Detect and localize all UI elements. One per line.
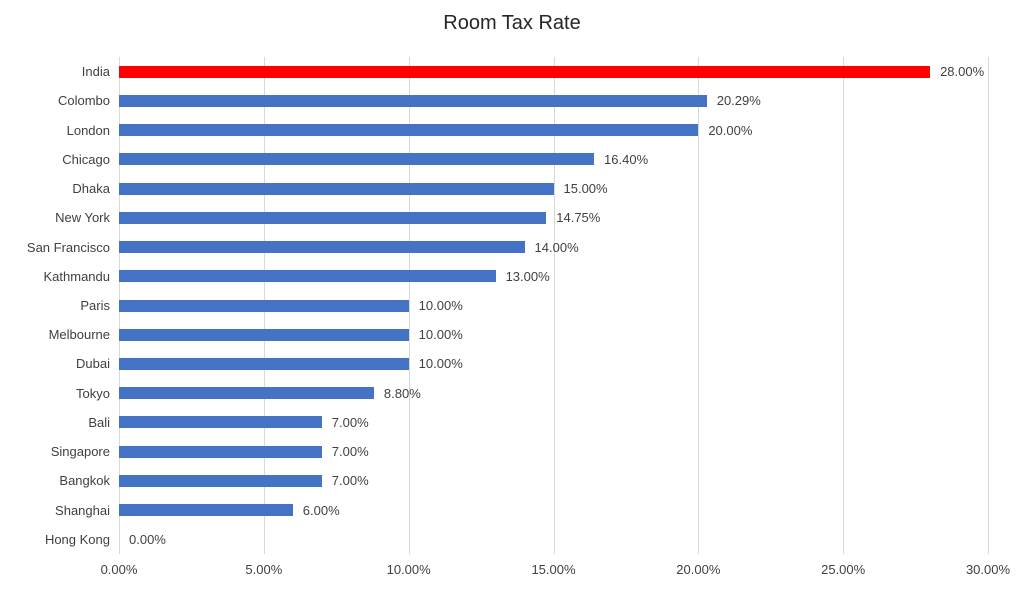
- value-label-singapore: 7.00%: [331, 444, 369, 460]
- gridline-20.00%: [698, 57, 699, 554]
- bar-paris: [119, 300, 409, 312]
- category-label-san-francisco: San Francisco: [26, 239, 110, 255]
- bar-bali: [119, 416, 322, 428]
- category-label-india: India: [81, 64, 110, 80]
- chart-title: Room Tax Rate: [443, 12, 581, 34]
- value-label-kathmandu: 13.00%: [505, 268, 550, 284]
- x-axis-tick-label: 5.00%: [245, 562, 283, 577]
- category-label-hong-kong: Hong Kong: [44, 531, 110, 547]
- x-axis-tick-label: 30.00%: [965, 562, 1011, 577]
- category-label-singapore: Singapore: [50, 444, 110, 460]
- bar-kathmandu: [119, 270, 496, 282]
- bar-shanghai: [119, 504, 293, 516]
- gridline-25.00%: [843, 57, 844, 554]
- category-label-tokyo: Tokyo: [76, 385, 110, 401]
- value-label-san-francisco: 14.00%: [534, 239, 579, 255]
- category-label-kathmandu: Kathmandu: [43, 268, 110, 284]
- value-label-paris: 10.00%: [418, 297, 463, 313]
- bar-san-francisco: [119, 241, 525, 253]
- category-label-melbourne: Melbourne: [48, 327, 110, 343]
- category-label-bangkok: Bangkok: [59, 473, 110, 489]
- plot-area: [119, 57, 988, 554]
- category-label-bali: Bali: [88, 414, 110, 430]
- bar-dhaka: [119, 183, 554, 195]
- value-label-dhaka: 15.00%: [563, 181, 608, 197]
- bar-india: [119, 66, 930, 78]
- bar-colombo: [119, 95, 707, 107]
- value-label-melbourne: 10.00%: [418, 327, 463, 343]
- x-axis-tick-label: 0.00%: [100, 562, 138, 577]
- bar-new-york: [119, 212, 546, 224]
- category-label-london: London: [66, 122, 110, 138]
- category-label-chicago: Chicago: [62, 151, 110, 167]
- bar-london: [119, 124, 698, 136]
- bar-singapore: [119, 446, 322, 458]
- bar-chicago: [119, 153, 594, 165]
- category-label-paris: Paris: [80, 297, 110, 313]
- value-label-colombo: 20.29%: [716, 93, 761, 109]
- x-axis-tick-label: 20.00%: [676, 562, 721, 577]
- category-label-dhaka: Dhaka: [72, 181, 110, 197]
- value-label-tokyo: 8.80%: [383, 385, 421, 401]
- value-label-new-york: 14.75%: [556, 210, 601, 226]
- value-label-bali: 7.00%: [331, 414, 369, 430]
- value-label-chicago: 16.40%: [604, 151, 649, 167]
- value-label-india: 28.00%: [940, 64, 985, 80]
- value-label-hong-kong: 0.00%: [129, 531, 166, 547]
- category-label-colombo: Colombo: [57, 93, 110, 109]
- category-label-shanghai: Shanghai: [55, 502, 110, 518]
- category-label-dubai: Dubai: [76, 356, 110, 372]
- x-axis-tick-label: 15.00%: [531, 562, 576, 577]
- bar-melbourne: [119, 329, 409, 341]
- x-axis-tick-label: 10.00%: [386, 562, 431, 577]
- value-label-london: 20.00%: [708, 122, 753, 138]
- value-label-shanghai: 6.00%: [302, 502, 340, 518]
- gridline-30.00%: [988, 57, 989, 554]
- x-axis-tick-label: 25.00%: [821, 562, 866, 577]
- value-label-dubai: 10.00%: [418, 356, 463, 372]
- category-label-new-york: New York: [55, 210, 110, 226]
- bar-bangkok: [119, 475, 322, 487]
- bar-tokyo: [119, 387, 374, 399]
- bar-dubai: [119, 358, 409, 370]
- value-label-bangkok: 7.00%: [331, 473, 369, 489]
